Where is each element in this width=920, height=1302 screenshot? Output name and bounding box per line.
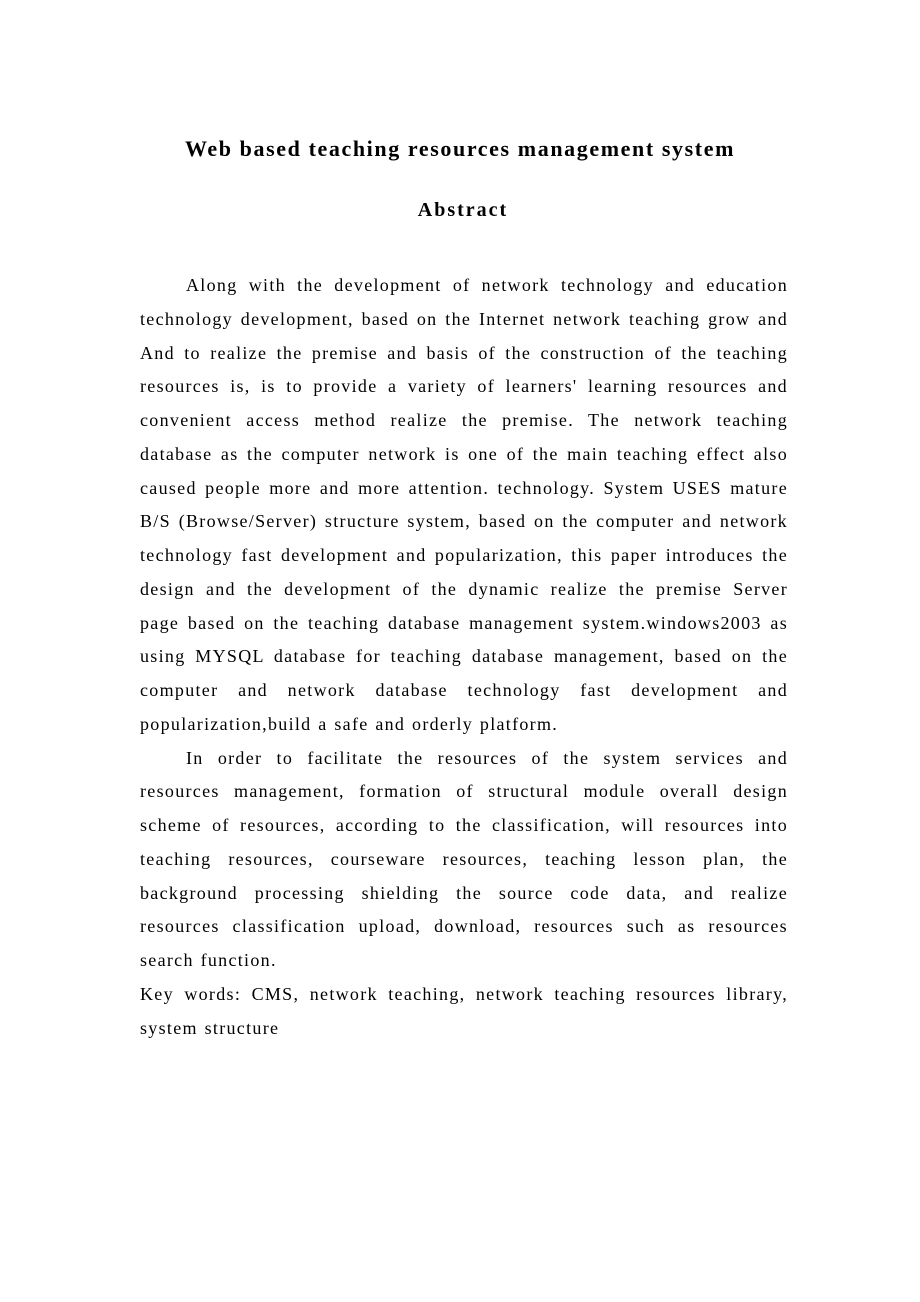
abstract-paragraph-1: Along with the development of network technology and education technology development, based on the Internet network teaching grow and And to realize the premise and basis of the construction of the teaching resources is, is to provide a variety of learners' learning resources and convenient access method realize the premise. The network teaching database as the computer network is one of the main teaching effect also caused people more and more attention. technology. System USES mature B/S (Browse/Server) structure system, based on the computer and network technology fast development and popularization, this paper introduces the design and the development of the dynamic realize the premise Server page based on the teaching database management system.windows2003 as using MYSQL database for teaching database management, based on the computer and network database technology fast development and popularization,build a safe and orderly platform. [140,275,788,734]
document-title: Web based teaching resources management system [184,136,736,161]
abstract-heading: Abstract [417,199,509,221]
keywords-line: Key words: CMS, network teaching, network teaching resources library, system structure [140,983,788,1038]
abstract-body [140,269,788,1045]
abstract-paragraph-2: In order to facilitate the resources of the system services and resources management, formation of structural module overall design scheme of resources, according to the classification, will resources into teaching resources, courseware resources, teaching lesson plan, the background processing shielding the source code data, and realize resources classification upload, download, resources such as resources search function. [140,747,788,970]
